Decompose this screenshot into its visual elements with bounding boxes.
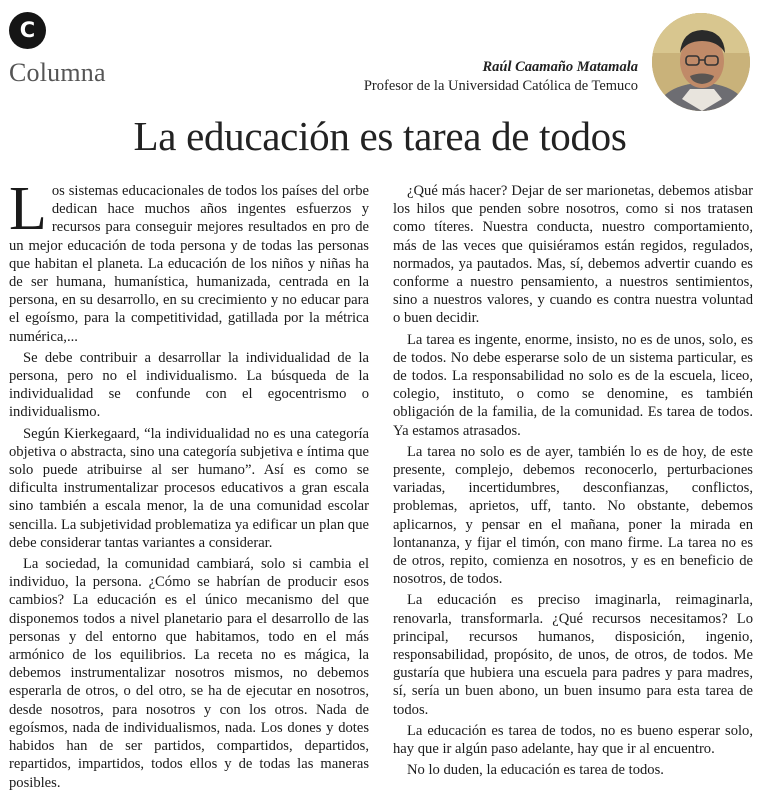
article-column-right [393,182,753,780]
author-role: Profesor de la Universidad Católica de Temuco [363,78,638,94]
author-byline [364,58,638,96]
column-badge: C [9,12,46,49]
author-name: Raúl Caamaño Matamala [482,59,638,75]
paragraph: No lo duden, la educación es tarea de todos. [407,762,664,779]
article-title: La educación es tarea de todos [133,113,627,159]
paragraph-text: os sistemas educacionales de todos los países del orbe dedican hace muchos años ingentes esfuerzos y recursos para conseguir mejores resultados en pro de un mejor educación de toda persona y de todas las personas que habitan el planeta. La educación de los niños y niñas ha de ser humana, humanística, humanizada, centrada en la persona, en su desarrollo, en su crecimiento y no educar para el egoísmo, para la competitividad, gatillada por la métrica numérica,... [9,183,369,345]
section-label: Columna [9,58,106,87]
article-column-left [9,175,369,792]
paragraph: La educación es preciso imaginarla, reimaginarla, renovarla, transformarla. ¿Qué recursos necesitamos? Lo principal, recursos humanos, disposición, ingenio, responsabilidad, propósito, de unos, de otros, de todos. Me gustaría que hubiera una escuela para padres y para madres, sí, sería un buen abono, un buen insumo para esta tarea de todos. [393,592,753,718]
drop-cap: L [9,175,47,243]
paragraph: La tarea no solo es de ayer, también lo es de hoy, de este presente, complejo, debemos reconocerlo, perturbaciones variadas, incertidumbres, desconfianzas, conflictos, problemas, aprietos, uff, tanto. No obstante, debemos aplicarnos, y pensar en el mañana, poner la mirada en lontananza, y fijar el timón, con mano firme. La tarea no es de otros, repito, comienza en nosotros, y es en beneficio de nosotros, de todos. [393,443,753,588]
paragraph [9,175,369,346]
paragraph: Se debe contribuir a desarrollar la individualidad de la persona, pero no el individualismo. La búsqueda de la individualidad se confunde con el egocentrismo o individualismo. [9,349,369,421]
paragraph: Según Kierkegaard, “la individualidad no es una categoría objetiva o abstracta, sino una categoría subjetiva e íntima que solo puede atribuirse al ser humano”. Así es como se dificulta instrumentalizar procesos educativos a gran escala sino también a escala menor, la de una comunidad escolar sencilla. La subjetividad problematiza ya edificar un plan que debe considerar tantas variantes a considerar. [9,425,369,551]
paragraph: La sociedad, la comunidad cambiará, solo si cambia el individuo, la persona. ¿Cómo se habrían de producir esos cambios? La educación es el único mecanismo del que disponemos todos a nivel planetario para el desarrollo de las personas y del entorno que habitamos, todo en el más armónico de los equilibrios. La receta no es mágica, la debemos instrumentalizar nosotros mismos, no debemos esperarla de otros, o del otro, se ha de ejecutar en nosotros, desde nosotros, para nosotros y con los otros. Nada de egoísmos, nada de individualismos, nada. Los dones y dotes habidos han de ser partidos, compartidos, departidos, repartidos, impartidos, todos ellos y de todas las maneras posibles. [9,556,369,791]
paragraph: ¿Qué más hacer? Dejar de ser marionetas, debemos atisbar los hilos que penden sobre nosotros, como si nos tratasen como títeres. Nuestra conducta, nuestro comportamiento, más de las veces que quisiéramos están regidos, regulados, normados, ya pautados. Mas, sí, debemos advertir cuando es conforme a nuestro pensamiento, a nuestros sentimientos, sino a nuestros valores, y cuando es contra nuestra voluntad o buen decidir. [393,183,753,327]
paragraph: La tarea es ingente, enorme, insisto, no es de unos, solo, es de todos. No debe esperarse solo de un sistema particular, es de todos. La responsabilidad no solo es de la escuela, liceo, colegio, instituto, o como se denomine, es también obligación de la familia, de la comunidad. Es tarea de todos. Ya estamos atrasados. [393,331,753,439]
author-photo [652,13,750,111]
author-portrait-image [652,13,750,111]
paragraph: La educación es tarea de todos, no es bueno esperar solo, hay que ir algún paso adelante, hay que ir al encuentro. [393,722,753,758]
